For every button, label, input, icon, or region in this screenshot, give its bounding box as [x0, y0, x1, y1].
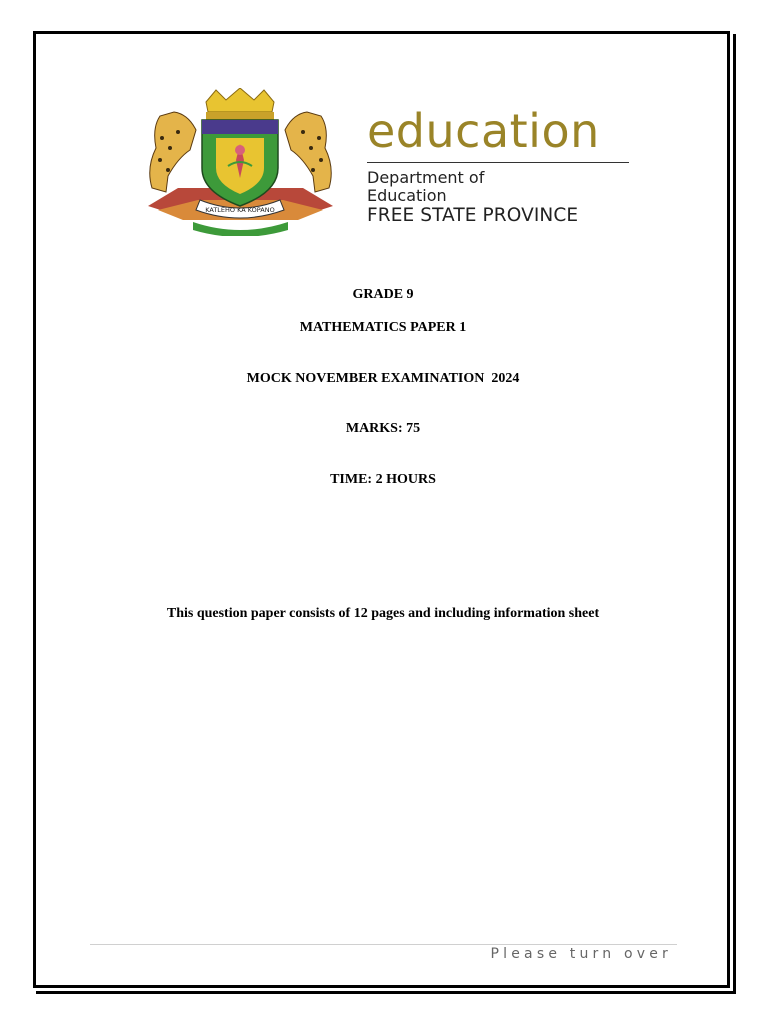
- time-heading: TIME: 2 HOURS: [330, 472, 436, 487]
- department-line-2: Education: [367, 186, 447, 205]
- department-branding: [367, 100, 632, 227]
- crest-motto: KATLEHO KA KOPANO: [205, 206, 275, 214]
- brand-wordmark: education: [367, 104, 600, 158]
- subject-heading: MATHEMATICS PAPER 1: [299, 320, 467, 335]
- grade-heading: GRADE 9: [352, 287, 414, 302]
- page-count-note: This question paper consists of 12 pages and including information sheet: [166, 606, 600, 621]
- brand-divider: [367, 162, 629, 163]
- department-line-1: Department of: [367, 168, 485, 187]
- coat-of-arms-logo: [138, 88, 343, 236]
- marks-heading: MARKS: 75: [345, 421, 421, 436]
- province-name: FREE STATE PROVINCE: [367, 205, 579, 226]
- exam-name-heading: MOCK NOVEMBER EXAMINATION 2024: [246, 371, 520, 386]
- footer-divider: [90, 944, 677, 945]
- please-turn-over-footer: Please turn over: [490, 946, 672, 962]
